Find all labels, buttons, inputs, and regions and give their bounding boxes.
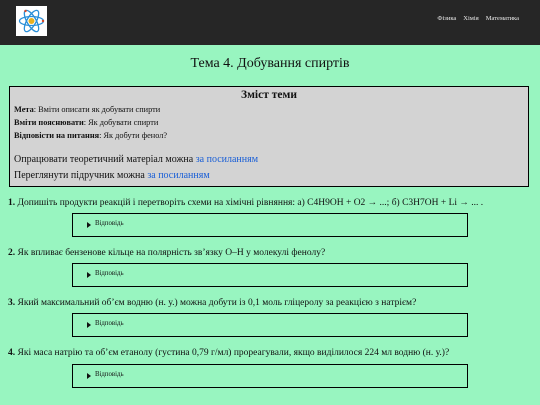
answer-label: Відповідь xyxy=(95,220,124,227)
question-3 xyxy=(8,298,416,308)
goal-text: : Вміти описати як добувати спирти xyxy=(33,105,161,114)
disclosure-triangle-icon xyxy=(87,373,91,379)
explain-text: : Як добувати спирти xyxy=(83,118,159,127)
disclosure-triangle-icon xyxy=(87,322,91,328)
question-number: 3. xyxy=(8,298,16,308)
page-title: Тема 4. Добування спиртів xyxy=(190,56,350,71)
nav-item-physics[interactable]: Фізика xyxy=(437,15,457,22)
topic-heading: Зміст теми xyxy=(241,89,297,101)
question-2 xyxy=(8,248,325,258)
question-text: Які маса натрію та об’єм етанолу (густина 0,79 г/мл) прореагували, якщо виділилося 224 мл водню (н. у.)? xyxy=(15,348,450,358)
answer-toggle-1[interactable] xyxy=(72,213,468,237)
disclosure-triangle-icon xyxy=(87,272,91,278)
answer-label: Відповідь xyxy=(95,320,124,327)
question-4 xyxy=(8,348,449,358)
textbook-text: Переглянути підручник можна xyxy=(14,170,148,181)
answer-toggle-3[interactable] xyxy=(72,313,468,337)
nav-item-chemistry[interactable]: Хімія xyxy=(463,15,479,22)
answer-question-label: Відповісти на питання xyxy=(14,131,100,140)
question-text: Допишіть продукти реакцій і перетворіть схеми на хімічні рівняння: а) C4H9OH + O2 → ...; б) C3H7OH + Li → ... . xyxy=(15,198,484,208)
question-1 xyxy=(8,198,483,208)
main-nav xyxy=(437,15,519,22)
theory-link[interactable]: за посиланням xyxy=(195,154,259,165)
theory-line xyxy=(14,154,258,165)
answer-toggle-4[interactable] xyxy=(72,364,468,388)
answer-question-text: : Як добути фенол? xyxy=(99,131,168,140)
topic-content-box xyxy=(9,86,529,187)
topic-explain xyxy=(14,118,158,127)
answer-label: Відповідь xyxy=(95,371,124,378)
atom-icon xyxy=(16,6,47,36)
question-number: 2. xyxy=(8,248,16,258)
question-text: Який максимальний об’єм водню (н. у.) можна добути із 0,1 моль гліцеролу за реакцією з натрієм? xyxy=(15,298,417,308)
answer-label: Відповідь xyxy=(95,270,124,277)
goal-label: Мета xyxy=(14,105,34,114)
theory-text: Опрацювати теоретичний матеріал можна xyxy=(14,154,196,165)
question-number: 4. xyxy=(8,348,16,358)
question-number: 1. xyxy=(8,198,16,208)
answer-toggle-2[interactable] xyxy=(72,263,468,287)
explain-label: Вміти пояснювати xyxy=(14,118,84,127)
site-header xyxy=(0,0,540,45)
textbook-line xyxy=(14,170,210,181)
disclosure-triangle-icon xyxy=(87,222,91,228)
textbook-link[interactable]: за посиланням xyxy=(147,170,210,181)
topic-answer-question xyxy=(14,131,167,140)
nav-item-math[interactable]: Математика xyxy=(485,15,519,22)
logo[interactable] xyxy=(16,6,47,36)
topic-goal xyxy=(14,105,160,114)
question-text: Як впливає бензенове кільце на полярність зв’язку O–H у молекулі фенолу? xyxy=(15,248,326,258)
